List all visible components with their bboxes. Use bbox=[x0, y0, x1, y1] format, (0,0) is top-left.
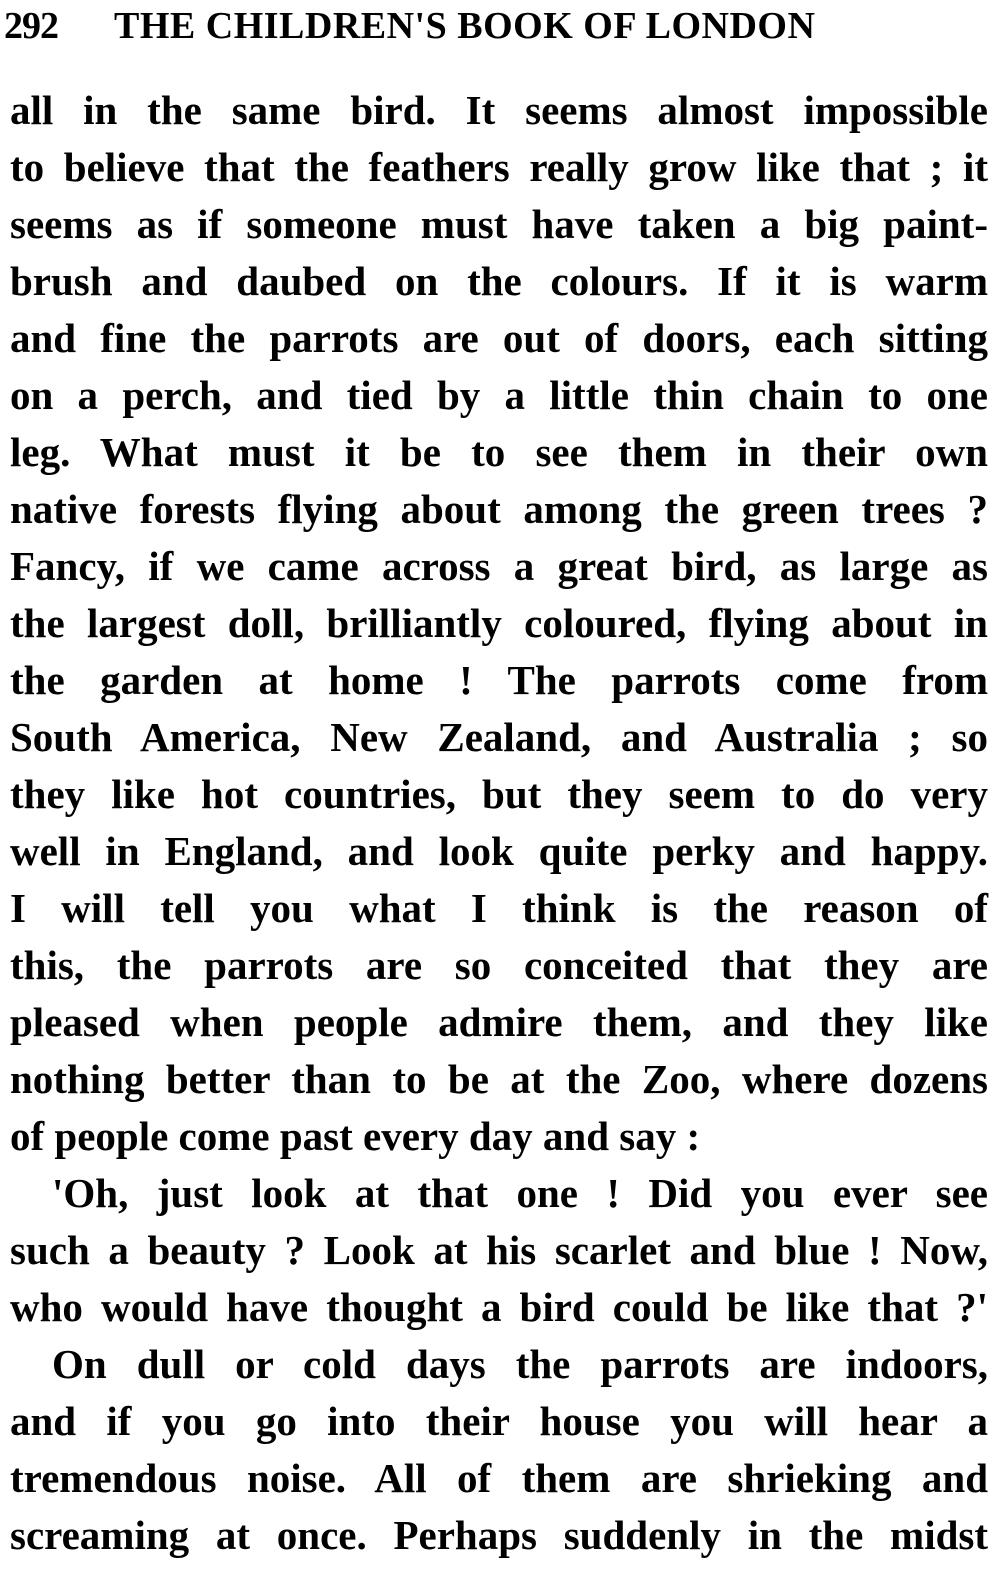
text-line: and fine the parrots are out of doors, each sitting bbox=[10, 315, 988, 361]
text-line: I will tell you what I think is the reason of bbox=[10, 885, 988, 931]
text-line: the garden at home ! The parrots come from bbox=[10, 657, 988, 703]
text-line: brush and daubed on the colours. If it is warm bbox=[10, 258, 988, 304]
text-line: South America, New Zealand, and Australia ; so bbox=[10, 714, 988, 760]
text-line: tremendous noise. All of them are shrieking and bbox=[10, 1455, 988, 1501]
text-line: nothing better than to be at the Zoo, where dozens bbox=[10, 1056, 988, 1102]
text-line: 'Oh, just look at that one ! Did you ever see bbox=[52, 1170, 988, 1216]
text-line: such a beauty ? Look at his scarlet and blue ! Now, bbox=[10, 1227, 988, 1273]
text-line: On dull or cold days the parrots are indoors, bbox=[52, 1341, 988, 1387]
body-text bbox=[10, 82, 988, 1564]
text-line: of people come past every day and say : bbox=[10, 1113, 701, 1159]
text-line: they like hot countries, but they seem to do very bbox=[10, 771, 988, 817]
text-line: seems as if someone must have taken a big paint- bbox=[10, 201, 988, 247]
text-line: native forests flying about among the green trees ? bbox=[10, 486, 988, 532]
text-line: well in England, and look quite perky and happy. bbox=[10, 828, 988, 874]
text-line: leg. What must it be to see them in their own bbox=[10, 429, 988, 475]
page-header bbox=[4, 2, 994, 50]
page-number: 292 bbox=[4, 5, 58, 47]
text-line: screaming at once. Perhaps suddenly in the midst bbox=[10, 1512, 988, 1558]
text-line: this, the parrots are so conceited that they are bbox=[10, 942, 988, 988]
text-line: Fancy, if we came across a great bird, as large as bbox=[10, 543, 988, 589]
text-line: who would have thought a bird could be like that ?' bbox=[10, 1284, 988, 1330]
text-line: the largest doll, brilliantly coloured, flying about in bbox=[10, 600, 988, 646]
text-line: on a perch, and tied by a little thin chain to one bbox=[10, 372, 988, 418]
text-line: to believe that the feathers really grow like that ; it bbox=[10, 144, 988, 190]
running-title: THE CHILDREN'S BOOK OF LONDON bbox=[114, 5, 816, 47]
text-line: pleased when people admire them, and they like bbox=[10, 999, 988, 1045]
text-line: all in the same bird. It seems almost impossible bbox=[10, 87, 988, 133]
text-line: and if you go into their house you will hear a bbox=[10, 1398, 988, 1444]
